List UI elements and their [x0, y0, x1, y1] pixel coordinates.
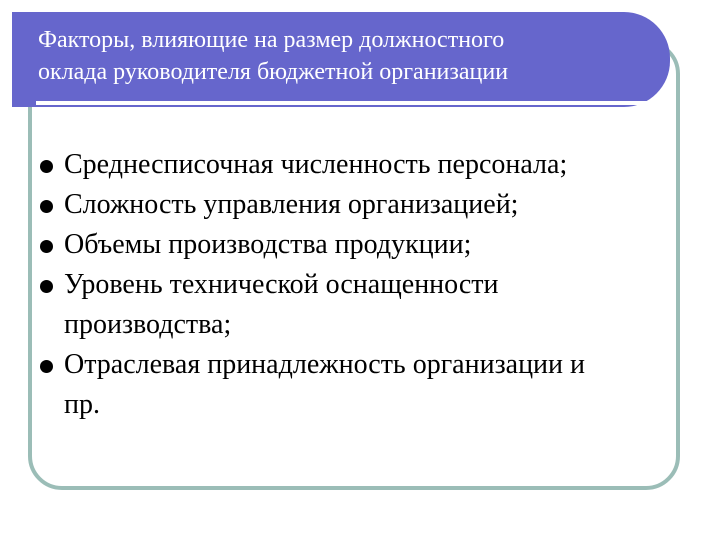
bullet-text: Уровень технической оснащенности [64, 269, 499, 300]
bullet-text: Сложность управления организацией; [64, 189, 519, 220]
bullet-list [40, 145, 670, 425]
bullet-text: Отраслевая принадлежность организации и [64, 349, 586, 380]
bullet-item [40, 185, 670, 225]
bullet-item [40, 345, 670, 425]
bullet-text: Среднесписочная численность персонала; [64, 149, 568, 180]
title-line-2: оклада руководителя бюджетной организации [38, 59, 509, 85]
bullet-dot-icon [40, 280, 53, 293]
title-bar [12, 12, 670, 107]
bullet-dot-icon [40, 240, 53, 253]
bullet-dot-icon [40, 160, 53, 173]
bullet-text-continuation: производства; [64, 309, 232, 340]
bullet-item [40, 145, 670, 185]
bullet-text: Объемы производства продукции; [64, 229, 472, 260]
bullet-dot-icon [40, 200, 53, 213]
bullet-text-continuation: пр. [64, 389, 100, 420]
title-line-1: Факторы, влияющие на размер должностного [38, 27, 505, 53]
bullet-dot-icon [40, 360, 53, 373]
title-underline [36, 101, 648, 105]
bullet-item [40, 225, 670, 265]
bullet-item [40, 265, 670, 345]
